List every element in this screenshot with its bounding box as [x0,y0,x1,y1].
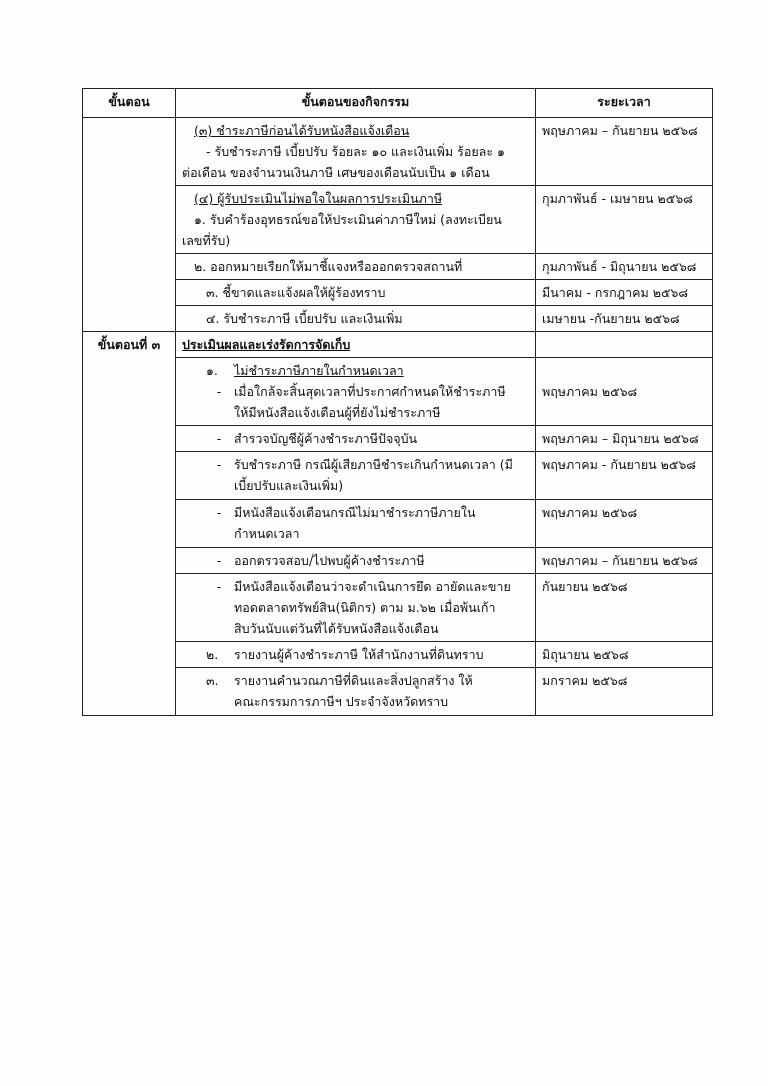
activity-cell [176,426,536,452]
activity-cell [176,332,536,358]
period-cell: พฤษภาคม – กันยายน ๒๕๖๘ [536,118,713,186]
activity-text: ๑. รับคำร้องอุทธรณ์ขอให้ประเมินค่าภาษีใหม่ (ลงทะเบียน [194,212,502,227]
bullet-text-block [234,381,529,423]
table-row [83,642,713,668]
bullet-item [182,502,529,544]
table-row [83,332,713,358]
activity-cell [176,254,536,280]
period-cell: กุมภาพันธ์ - มิถุนายน ๒๕๖๘ [536,254,713,280]
activity-cell [176,186,536,254]
table-row [83,254,713,280]
bullet-text-block [234,576,529,639]
activity-text: เบี้ยปรับและเงินเพิ่ม) [234,478,344,493]
section-title: ประเมินผลและเร่งรัดการจัดเก็บ [182,337,351,352]
table-row [83,452,713,500]
activity-cell [176,358,536,426]
step-cell: ขั้นตอนที่ ๓ [83,332,176,716]
activity-text: รับชำระภาษี กรณีผู้เสียภาษีชำระเกินกำหนดเวลา (มี [234,457,513,472]
item-text-block [234,670,529,712]
table-row [83,668,713,716]
schedule-table [82,88,713,716]
header-activity: ขั้นตอนของกิจกรรม [176,89,536,118]
period-cell: มีนาคม - กรกฎาคม ๒๕๖๘ [536,280,713,306]
table-row [83,426,713,452]
activity-text: สิบวันนับแต่วันที่ได้รับหนังสือแจ้งเตือน [234,621,439,636]
bullet-item [182,454,529,496]
period-cell: พฤษภาคม – กันยายน ๒๕๖๘ [536,548,713,574]
activity-title: (๓) ชำระภาษีก่อนได้รับหนังสือแจ้งเตือน [194,123,410,138]
activity-cell [176,306,536,332]
activity-text: กำหนดเวลา [234,526,300,541]
numbered-item [182,644,529,665]
table-row [83,574,713,642]
activity-cell [176,574,536,642]
bullet-text-block [234,454,529,496]
activity-cell [176,548,536,574]
bullet-item [182,428,529,449]
table-row [83,306,713,332]
activity-text: มีหนังสือแจ้งเตือนว่าจะดำเนินการยึด อายัดและขาย [234,579,511,594]
period-cell: พฤษภาคม ๒๕๖๘ [536,500,713,548]
dash-marker: - [216,457,222,472]
activity-cell [176,500,536,548]
activity-text: ให้มีหนังสือแจ้งเตือนผู้ที่ยังไม่ชำระภาษี [234,405,441,420]
activity-text: มีหนังสือแจ้งเตือนกรณีไม่มาชำระภาษีภายใน [234,505,476,520]
dash-marker: - [216,384,222,399]
period-cell: เมษายน -กันยายน ๒๕๖๘ [536,306,713,332]
bullet-item [182,550,529,571]
activity-cell [176,118,536,186]
item-number: ๓. [206,673,219,688]
period-cell: กันยายน ๒๕๖๘ [536,574,713,642]
activity-text: สำรวจบัญชีผู้ค้างชำระภาษีปัจจุบัน [234,431,418,446]
period-cell: พฤษภาคม - กันยายน ๒๕๖๘ [536,452,713,500]
table-row [83,186,713,254]
dash-marker: - [216,553,222,568]
activity-text: ทอดตลาดทรัพย์สิน(นิติกร) ตาม ม.๖๒ เมื่อพ้นเก้า [234,600,496,615]
table-row [83,118,713,186]
table-row [83,500,713,548]
activity-cell [176,452,536,500]
numbered-item [182,670,529,712]
period-text: พฤษภาคม ๒๕๖๘ [542,384,638,399]
period-cell: กุมภาพันธ์ - เมษายน ๒๕๖๘ [536,186,713,254]
bullet-text-block [234,502,529,544]
dash-marker: - [216,505,222,520]
bullet-item [182,576,529,639]
activity-text: รายงานผู้ค้างชำระภาษี ให้สำนักงานที่ดินทราบ [234,647,484,662]
numbered-item [182,360,529,381]
item-number: ๒. [206,647,219,662]
item-number: ๑. [206,363,218,378]
activity-title: (๔) ผู้รับประเมินไม่พอใจในผลการประเมินภาษี [194,191,443,206]
period-cell: มิถุนายน ๒๕๖๘ [536,642,713,668]
header-step: ขั้นตอน [83,89,176,118]
activity-text: คณะกรรมการภาษีฯ ประจำจังหวัดทราบ [234,694,449,709]
activity-text: ๓. ชี้ขาดและแจ้งผลให้ผู้ร้องทราบ [206,285,386,300]
table-row [83,548,713,574]
activity-cell [176,280,536,306]
item-title: ไม่ชำระภาษีภายในกำหนดเวลา [234,363,404,378]
activity-cell [176,642,536,668]
header-period: ระยะเวลา [536,89,713,118]
period-cell [536,332,713,358]
activity-text: ต่อเดือน ของจำนวนเงินภาษี เศษของเดือนนับเป็น ๑ เดือน [182,165,490,180]
dash-marker: - [216,431,222,446]
table-row [83,358,713,426]
activity-text: ออกตรวจสอบ/ไปพบผู้ค้างชำระภาษี [234,553,425,568]
table-header-row [83,89,713,118]
period-cell [536,358,713,426]
activity-text: - รับชำระภาษี เบี้ยปรับ ร้อยละ ๑๐ และเงินเพิ่ม ร้อยละ ๑ [206,144,505,159]
activity-text: เมื่อใกล้จะสิ้นสุดเวลาที่ประกาศกำหนดให้ชำระภาษี [234,384,506,399]
activity-text: ๒. ออกหมายเรียกให้มาชี้แจงหรือออกตรวจสถานที่ [194,259,463,274]
activity-text: รายงานคำนวณภาษีที่ดินและสิ่งปลูกสร้าง ให้ [234,673,473,688]
activity-text: เลขที่รับ) [182,233,231,248]
period-cell: พฤษภาคม – มิถุนายน ๒๕๖๘ [536,426,713,452]
activity-cell [176,668,536,716]
table-row [83,280,713,306]
activity-text: ๔. รับชำระภาษี เบี้ยปรับ และเงินเพิ่ม [206,311,403,326]
step-cell-empty [83,118,176,332]
bullet-item [182,381,529,423]
dash-marker: - [216,579,222,594]
period-cell: มกราคม ๒๕๖๘ [536,668,713,716]
